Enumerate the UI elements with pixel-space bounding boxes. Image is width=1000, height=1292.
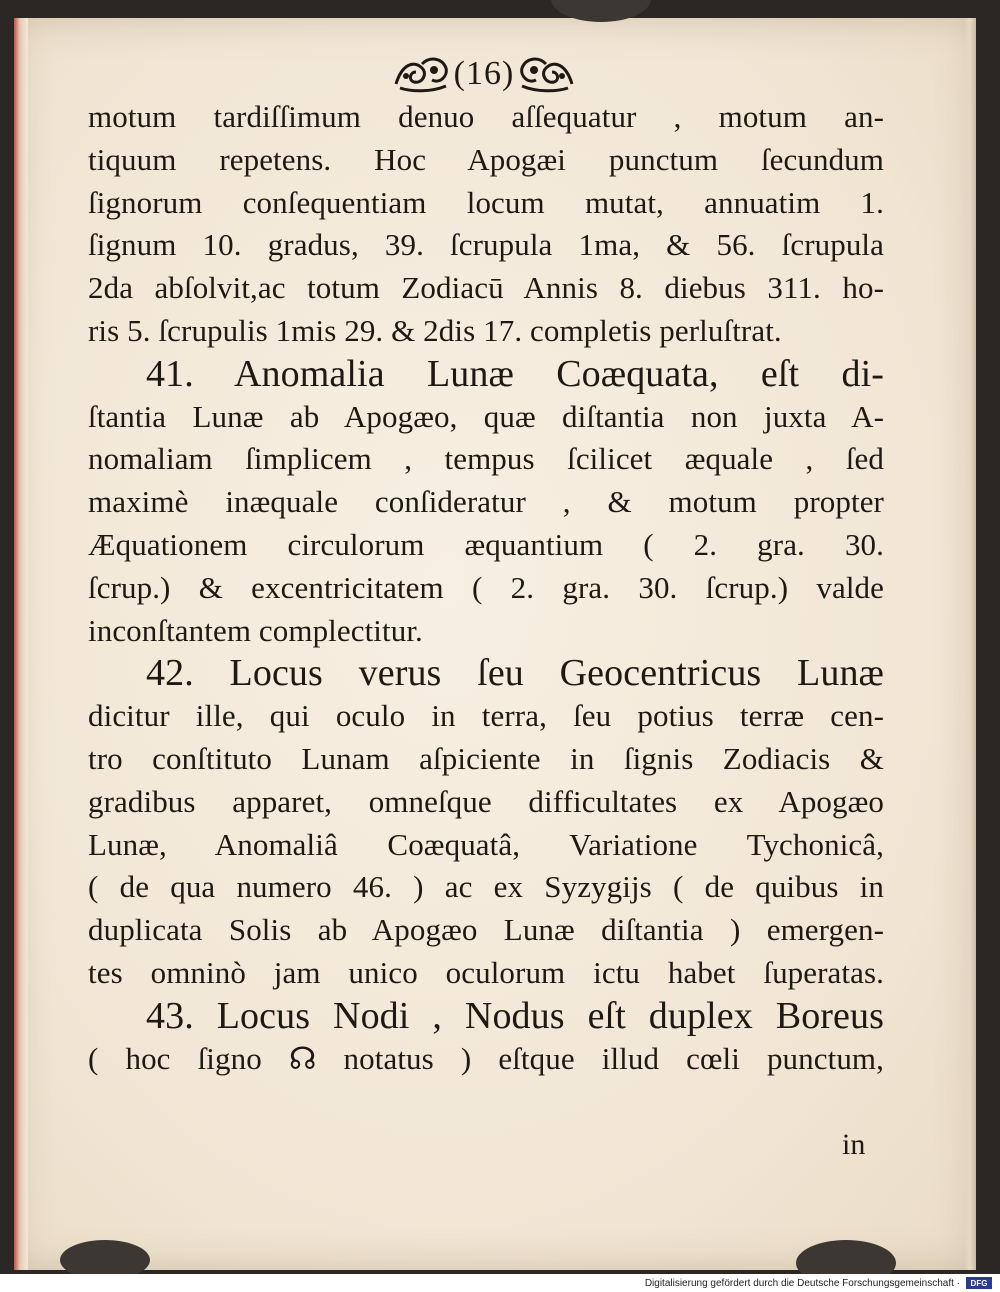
floral-ornament-right-icon [518, 54, 576, 94]
text-line: motum tardiſſimum denuo aſſequatur , motum an- [88, 99, 884, 134]
text-line: duplicata Solis ab Apogæo Lunæ diſtantia ) emergen- [88, 912, 884, 948]
text-line: Æquationem circulorum æquantium ( 2. gra. 30. [88, 526, 884, 562]
digitization-footer [0, 1274, 1000, 1292]
catchword: in [842, 1128, 866, 1161]
text-line: ris 5. ſcrupulis 1mis 29. & 2dis 17. completis perluſtrat. [88, 312, 782, 348]
text-line: nomaliam ſimplicem , tempus ſcilicet æquale , ſed [88, 441, 884, 477]
dfg-logo-icon[interactable]: DFG [966, 1277, 992, 1289]
section-heading-43: 43. Locus Nodi , Nodus eſt duplex Boreus [146, 994, 884, 1037]
text-line: gradibus apparet, omneſque difficultates ex Apogæo [88, 783, 884, 819]
text-line: ſignum 10. gradus, 39. ſcrupula 1ma, & 56. ſcrupula [88, 227, 884, 263]
text-line: Lunæ, Anomaliâ Coæquatâ, Variatione Tychonicâ, [88, 826, 884, 862]
page-edge-right [964, 18, 976, 1270]
section-heading-41: 41. Anomalia Lunæ Coæquata, eſt di- [146, 352, 884, 395]
text-line: ſtantia Lunæ ab Apogæo, quæ diſtantia non juxta A- [88, 398, 884, 434]
funding-credit: Digitalisierung gefördert durch die Deutsche Forschungsgemeinschaft · [644, 1277, 960, 1289]
text-line: ſignorum conſequentiam locum mutat, annuatim 1. [88, 184, 884, 220]
page-body-text [88, 96, 884, 1080]
floral-ornament-left-icon [392, 54, 450, 94]
text-line: dicitur ille, qui oculo in terra, ſeu potius terræ cen- [88, 698, 884, 734]
text-line: ſcrup.) & excentricitatem ( 2. gra. 30. ſcrup.) valde [88, 569, 884, 605]
text-line: inconſtantem complectitur. [88, 612, 423, 648]
section-heading-42: 42. Locus verus ſeu Geocentricus Lunæ [146, 652, 884, 695]
page-edge-left [14, 18, 28, 1270]
text-line: tes omninò jam unico oculorum ictu habet ſuperatas. [88, 954, 884, 990]
page-header [384, 50, 584, 98]
page-number: (16) [453, 55, 515, 92]
text-line: ( de qua numero 46. ) ac ex Syzygijs ( de quibus in [88, 869, 884, 905]
text-line: tro conſtituto Lunam aſpiciente in ſignis Zodiacis & [88, 740, 884, 776]
text-line: 2da abſolvit,ac totum Zodiacū Annis 8. diebus 311. ho- [88, 270, 884, 306]
text-line: tiquum repetens. Hoc Apogæi punctum ſecundum [88, 141, 884, 177]
text-line: maximè inæquale conſideratur , & motum propter [88, 484, 884, 520]
text-line: ( hoc ſigno ☊ notatus ) eſtque illud cœli punctum, [88, 1040, 884, 1076]
